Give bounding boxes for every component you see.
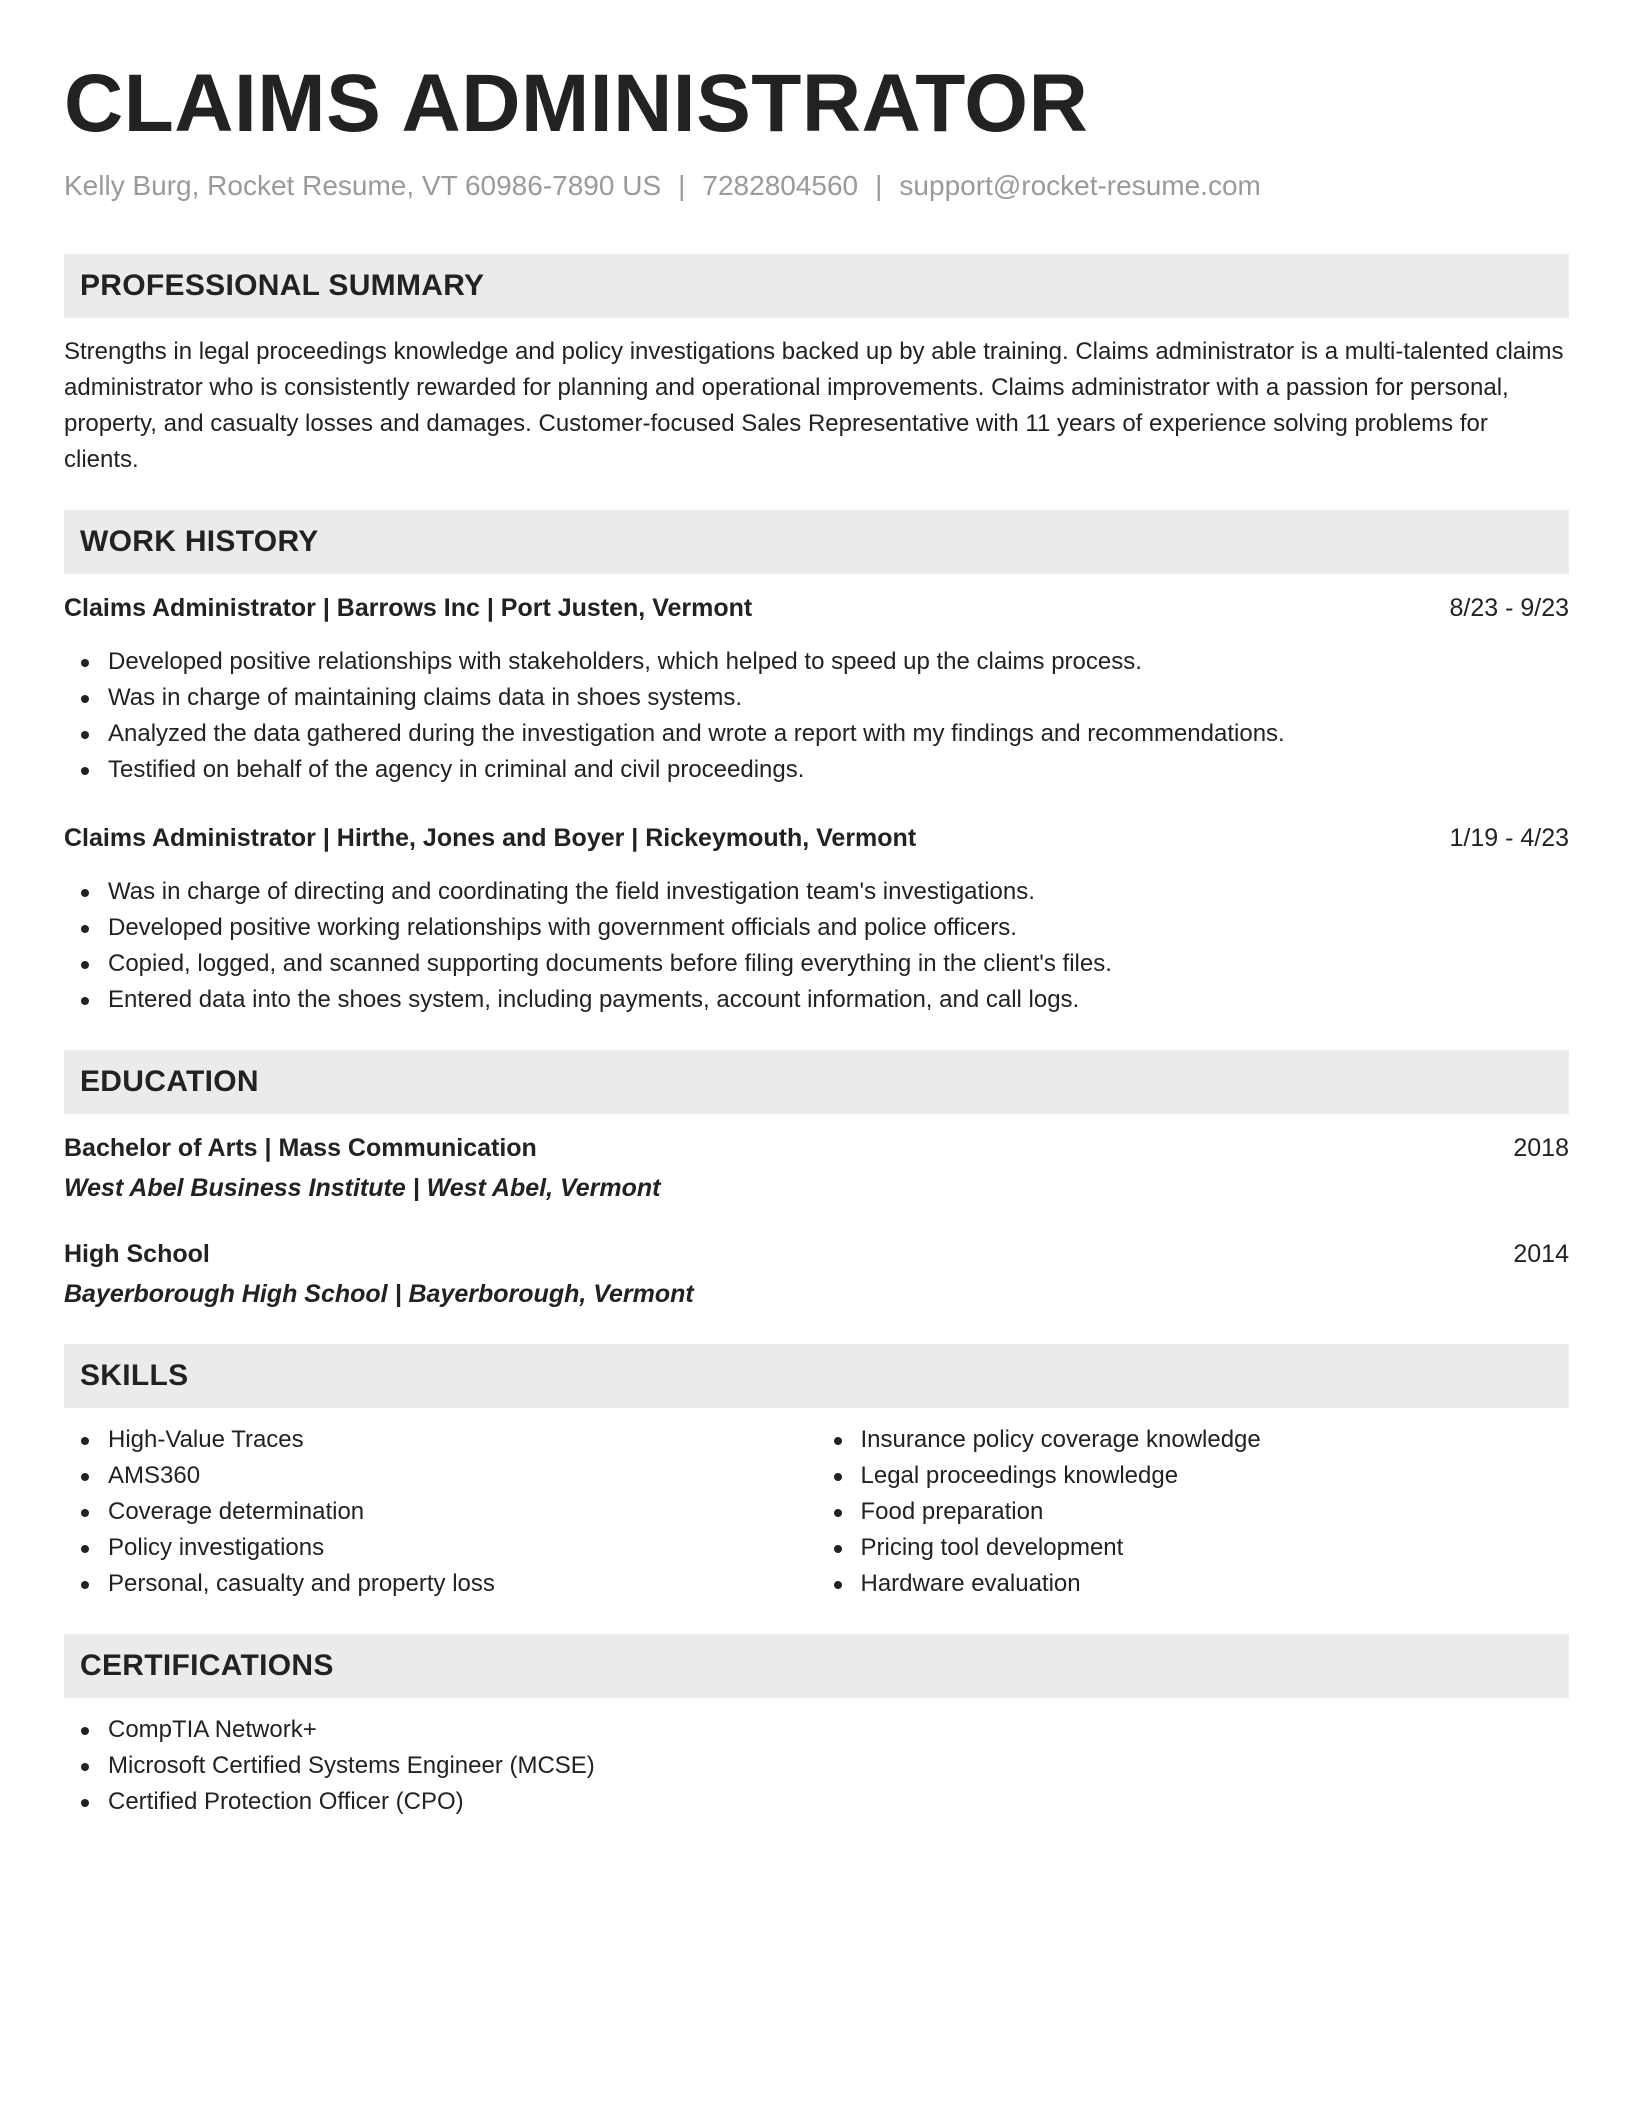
- contact-phone: 7282804560: [702, 170, 859, 201]
- job-entry: [64, 820, 1569, 1018]
- education-entry: [64, 1236, 1569, 1312]
- section-header-summary: PROFESSIONAL SUMMARY: [64, 254, 1569, 318]
- list-item: Developed positive relationships with stakeholders, which helped to speed up the claims process.: [108, 644, 1569, 680]
- list-item: Pricing tool development: [861, 1530, 1570, 1566]
- section-header-skills: SKILLS: [64, 1344, 1569, 1408]
- list-item: Hardware evaluation: [861, 1566, 1570, 1602]
- job-title: Claims Administrator | Hirthe, Jones and Boyer | Rickeymouth, Vermont: [64, 824, 917, 852]
- job-header: [64, 820, 1569, 856]
- summary-text: Strengths in legal proceedings knowledge and policy investigations backed up by able training. Claims administrator is a multi-talented claims administrator who is consistently rewarded for planning and operational improvements. Claims administrator with a passion for personal, property, and casualty losses and damages. Customer-focused Sales Representative with 11 years of experience solving problems for clients.: [64, 338, 1564, 473]
- list-item: AMS360: [108, 1458, 817, 1494]
- list-item: Analyzed the data gathered during the investigation and wrote a report with my findings and recommendations.: [108, 716, 1569, 752]
- contact-address: Kelly Burg, Rocket Resume, VT 60986-7890 US: [64, 170, 662, 201]
- education-header: [64, 1130, 1569, 1166]
- job-bullets: [64, 644, 1569, 788]
- list-item: Policy investigations: [108, 1530, 817, 1566]
- contact-line: [64, 168, 1569, 204]
- contact-separator: |: [875, 170, 883, 201]
- contact-separator: |: [678, 170, 686, 201]
- job-header: [64, 590, 1569, 626]
- section-header-certifications: CERTIFICATIONS: [64, 1634, 1569, 1698]
- certifications-list-wrapper: [64, 1712, 1569, 1820]
- list-item: Insurance policy coverage knowledge: [861, 1422, 1570, 1458]
- job-dates: 8/23 - 9/23: [1449, 594, 1569, 622]
- list-item: Microsoft Certified Systems Engineer (MCSE): [108, 1748, 1569, 1784]
- job-dates: 1/19 - 4/23: [1449, 824, 1569, 852]
- list-item: Was in charge of maintaining claims data in shoes systems.: [108, 680, 1569, 716]
- education-year: 2014: [1513, 1240, 1569, 1268]
- education-school: Bayerborough High School | Bayerborough, Vermont: [64, 1280, 694, 1308]
- list-item: Legal proceedings knowledge: [861, 1458, 1570, 1494]
- section-header-education: EDUCATION: [64, 1050, 1569, 1114]
- job-entry: [64, 590, 1569, 788]
- skills-grid: [64, 1422, 1569, 1602]
- list-item: Entered data into the shoes system, including payments, account information, and call logs.: [108, 982, 1569, 1018]
- list-item: Personal, casualty and property loss: [108, 1566, 817, 1602]
- education-school: West Abel Business Institute | West Abel, Vermont: [64, 1174, 661, 1202]
- education-header: [64, 1236, 1569, 1272]
- list-item: High-Value Traces: [108, 1422, 817, 1458]
- skills-column-right: [817, 1422, 1570, 1602]
- certifications-list: [64, 1712, 1569, 1820]
- section-header-work-history: WORK HISTORY: [64, 510, 1569, 574]
- skills-column-left: [64, 1422, 817, 1602]
- education-year: 2018: [1513, 1134, 1569, 1162]
- list-item: Coverage determination: [108, 1494, 817, 1530]
- education-degree: Bachelor of Arts | Mass Communication: [64, 1134, 537, 1162]
- list-item: Was in charge of directing and coordinating the field investigation team's investigations.: [108, 874, 1569, 910]
- list-item: CompTIA Network+: [108, 1712, 1569, 1748]
- job-title: Claims Administrator | Barrows Inc | Port Justen, Vermont: [64, 594, 753, 622]
- job-bullets: [64, 874, 1569, 1018]
- list-item: Copied, logged, and scanned supporting documents before filing everything in the client's files.: [108, 946, 1569, 982]
- list-item: Developed positive working relationships with government officials and police officers.: [108, 910, 1569, 946]
- contact-email: support@rocket-resume.com: [899, 170, 1261, 201]
- resume-title: CLAIMS ADMINISTRATOR: [64, 58, 1089, 149]
- list-item: Testified on behalf of the agency in criminal and civil proceedings.: [108, 752, 1569, 788]
- list-item: Food preparation: [861, 1494, 1570, 1530]
- list-item: Certified Protection Officer (CPO): [108, 1784, 1569, 1820]
- education-degree: High School: [64, 1240, 210, 1268]
- education-entry: [64, 1130, 1569, 1206]
